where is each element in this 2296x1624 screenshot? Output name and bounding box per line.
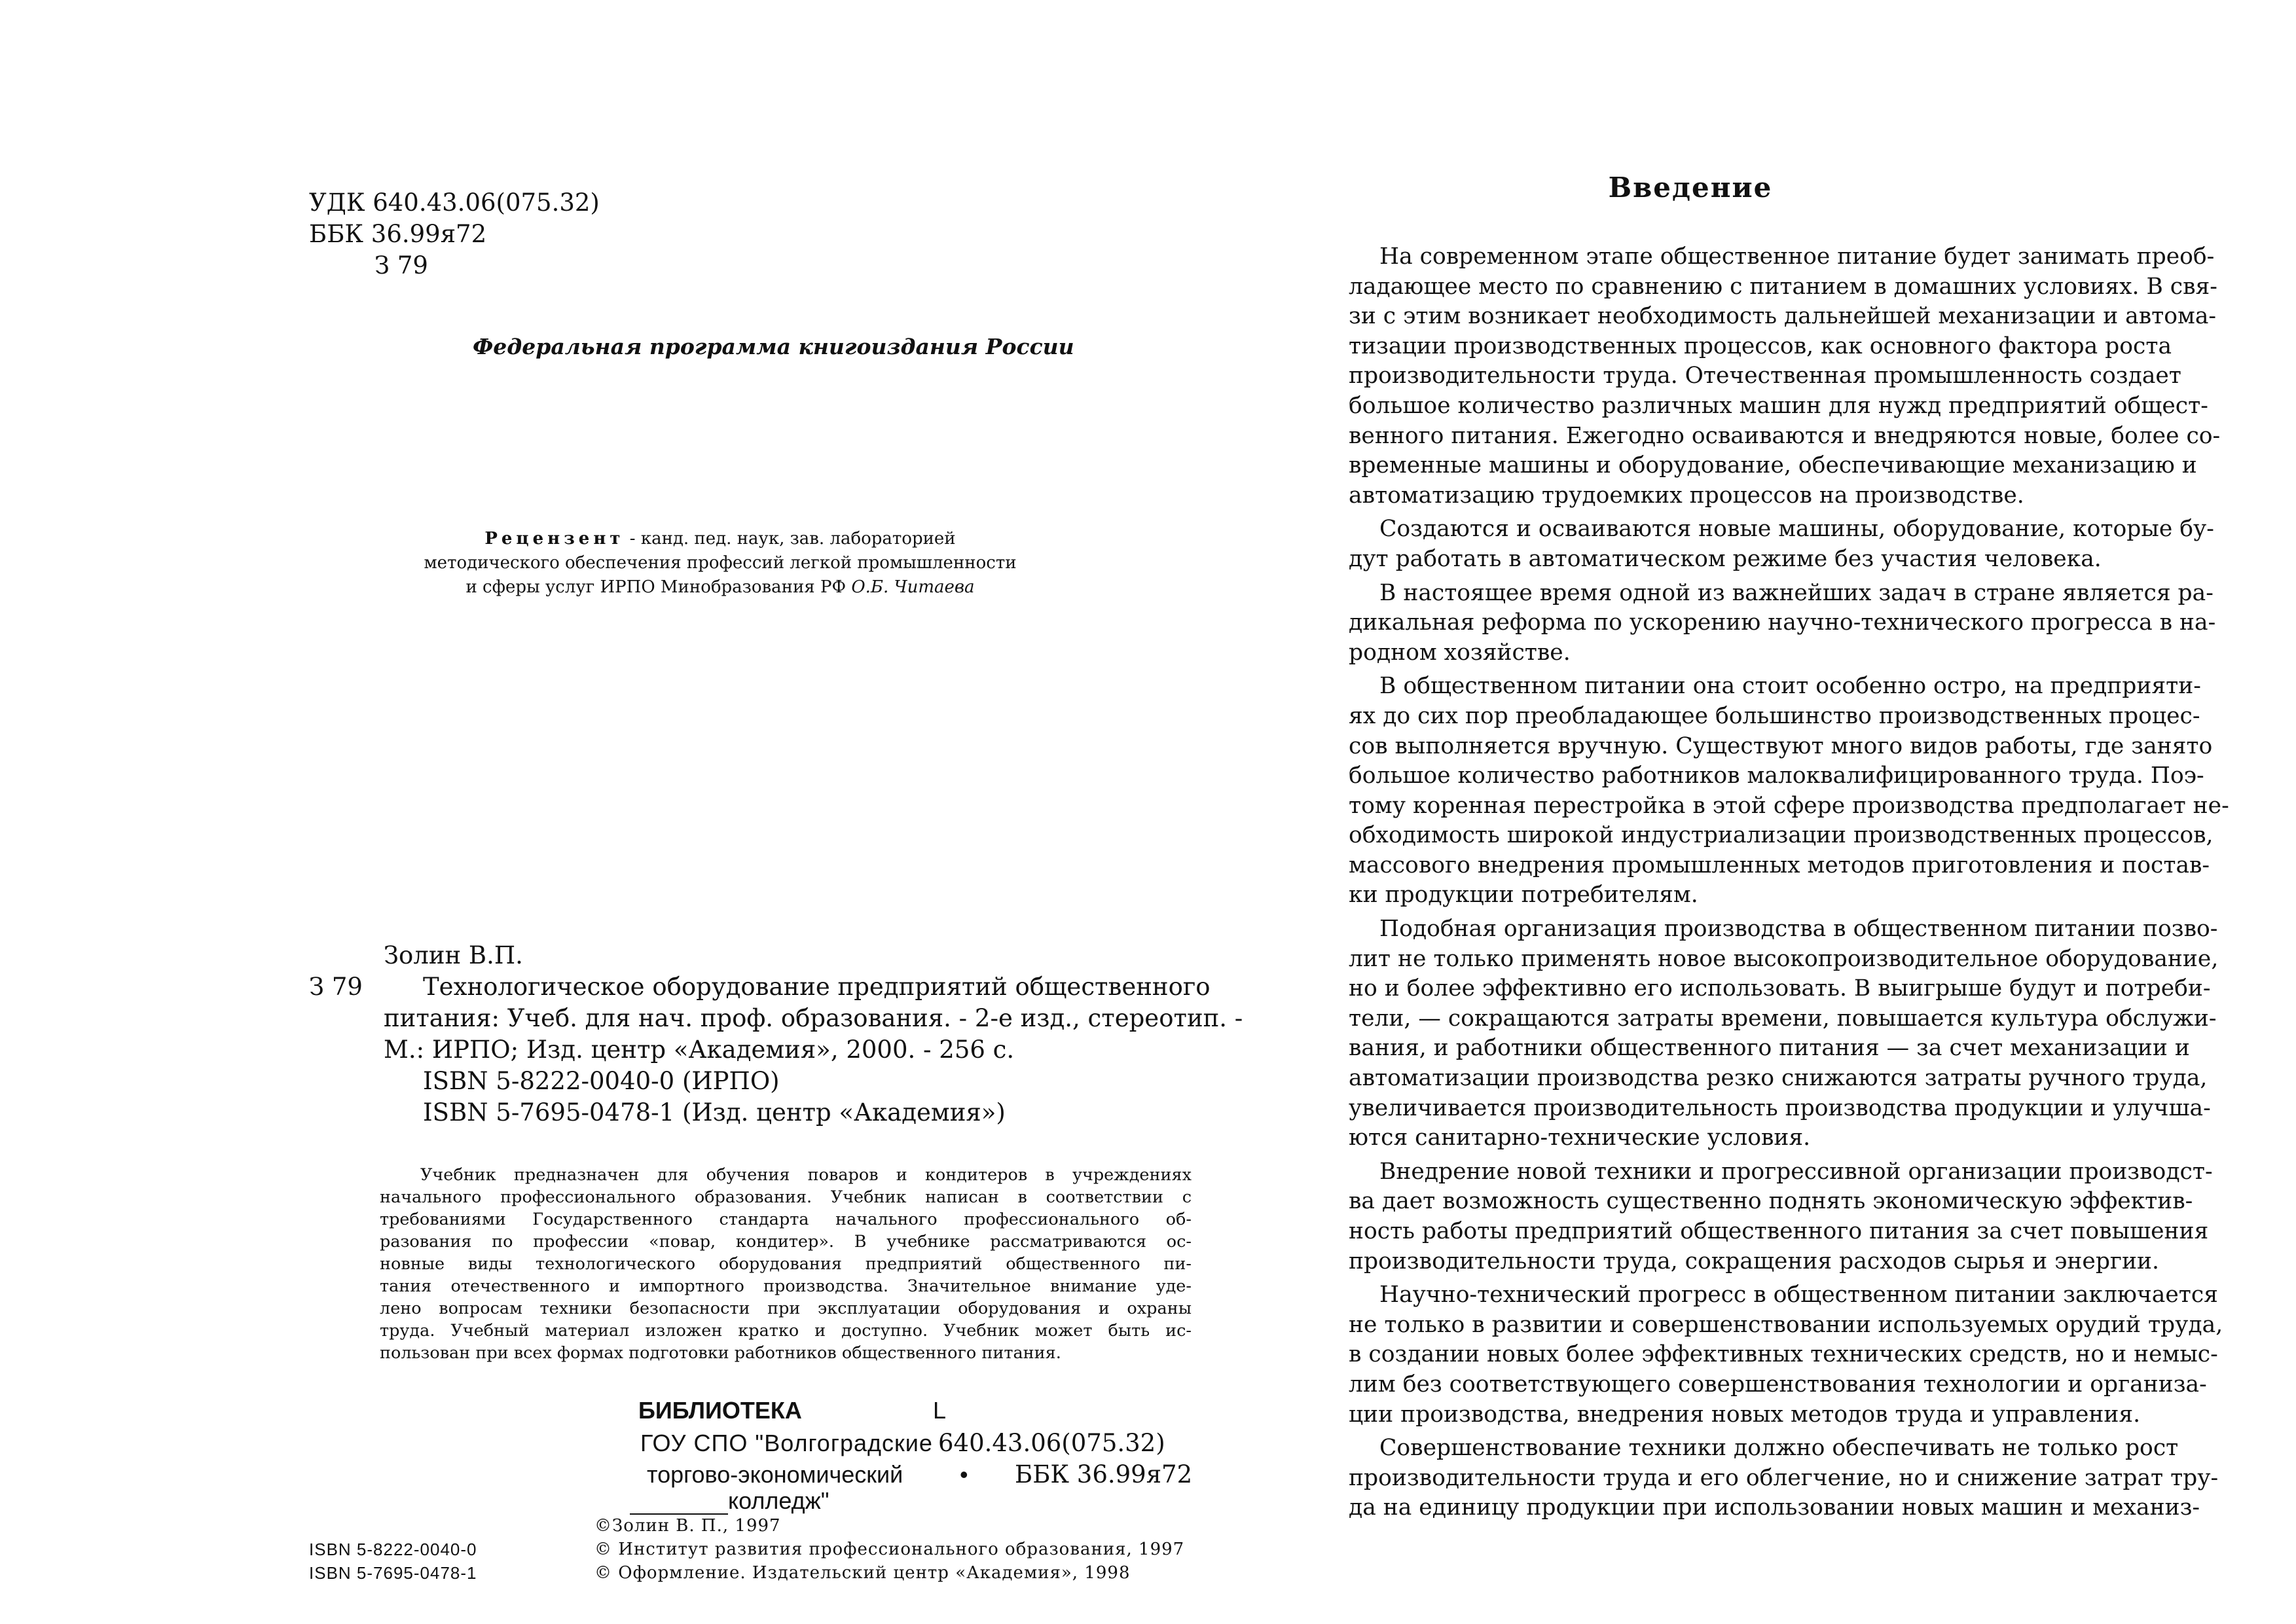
federal-program: Федеральная программа книгоиздания России (473, 334, 1074, 359)
chapter-title: Введение (1608, 171, 1773, 204)
paragraph-line: ются санитарно-технические условия. (1349, 1125, 1811, 1151)
author-code: З 79 (374, 251, 428, 280)
paragraph-line: вания, и работники общественного питания — за счет механизации и (1349, 1035, 2190, 1062)
annotation-line: новные виды технологического оборудования предприятий общественного пи- (380, 1254, 1192, 1274)
udk-index: УДК 640.43.06(075.32) (309, 189, 600, 217)
biblio-line2: питания: Учеб. для нач. проф. образования. - 2-е изд., стереотип. - (384, 1004, 1243, 1032)
bottom-bbk: ББК 36.99я72 (1015, 1460, 1193, 1489)
library-stamp-org: ГОУ СПО "Волгоградские (640, 1430, 933, 1456)
reviewer-block (393, 527, 1048, 600)
paragraph-line: Совершенствование техники должно обеспечивать не только рост (1379, 1435, 2179, 1462)
paragraph-line: массового внедрения промышленных методов приготовления и постав- (1349, 852, 2210, 878)
biblio-line1: Технологическое оборудование предприятий общественного (423, 973, 1211, 1001)
paragraph-line: ва дает возможность существенно поднять экономическую эффектив- (1349, 1188, 2193, 1215)
paragraph-line: Научно-технический прогресс в общественном питании заключается (1379, 1282, 2218, 1308)
reviewer-label: Рецензент (484, 529, 625, 549)
catalog-code: З 79 (309, 973, 363, 1001)
paragraph-line: ность работы предприятий общественного питания за счет повышения (1349, 1218, 2209, 1244)
paragraph-line: автоматизацию трудоемких процессов на производстве. (1349, 482, 2024, 509)
paragraph-line: сов выполняется вручную. Существуют много видов работы, где занято (1349, 732, 2213, 759)
introduction-text (1349, 242, 2229, 1523)
paragraph-line: На современном этапе общественное питание будет занимать преоб- (1379, 244, 2215, 270)
copyright-design: © Оформление. Издательский центр «Академия», 1998 (594, 1563, 1131, 1583)
library-stamp-mark: L (933, 1397, 947, 1424)
biblio-line3: М.: ИРПО; Изд. центр «Академия», 2000. - 256 с. (384, 1036, 1015, 1064)
author-name: Золин В.П. (384, 941, 523, 969)
paragraph-line: Подобная организация производства в общественном питании позво- (1379, 916, 2218, 943)
paragraph-line: большое количество различных машин для нужд предприятий общест- (1349, 392, 2208, 419)
paragraph-line: увеличивается производительность производства продукции и улучша- (1349, 1094, 2211, 1121)
stamp-underline (630, 1495, 728, 1515)
right-page (1148, 0, 2296, 1624)
paragraph-line: ях до сих пор преобладающее большинство производственных процес- (1349, 702, 2200, 729)
bottom-udk: 640.43.06(075.32) (938, 1429, 1165, 1457)
paragraph-line: тому коренная перестройка в этой сфере производства предполагает не- (1349, 792, 2229, 819)
isbn-left-1: ISBN 5-8222-0040-0 (309, 1540, 477, 1559)
isbn-irpo: ISBN 5-8222-0040-0 (ИРПО) (423, 1067, 780, 1095)
paragraph-line: Внедрение новой техники и прогрессивной организации производст- (1379, 1158, 2213, 1185)
copyright-author: ©Золин В. П., 1997 (594, 1516, 781, 1536)
paragraph-line: тизации производственных процессов, как основного фактора роста (1349, 333, 2172, 359)
annotation-line: труда. Учебный материал изложен кратко и доступно. Учебник может быть ис- (380, 1321, 1192, 1341)
paragraph-line: производительности труда, сокращения расходов сырья и энергии. (1349, 1248, 2159, 1274)
annotation (380, 1164, 1192, 1364)
library-stamp-college: торгово-экономический (647, 1461, 903, 1488)
reviewer-line2: методического обеспечения профессий легкой промышленности (424, 553, 1017, 573)
paragraph-line: временные машины и оборудование, обеспечивающие механизацию и (1349, 452, 2197, 479)
isbn-left-2: ISBN 5-7695-0478-1 (309, 1563, 477, 1583)
paragraph-line: дут работать в автоматическом режиме без участия человека. (1349, 545, 2102, 572)
library-stamp-college-end (630, 1487, 829, 1515)
paragraph-line: в создании новых более эффективных технических средств, но и немыс- (1349, 1341, 2218, 1368)
annotation-line: разования по профессии «повар, кондитер». В учебнике рассматриваются ос- (380, 1232, 1192, 1252)
paragraph-line: Создаются и осваиваются новые машины, оборудование, которые бу- (1379, 516, 2214, 543)
paragraph-line: обходимость широкой индустриализации производственных процессов, (1349, 822, 2214, 849)
paragraph-line: В общественном питании она стоит особенно остро, на предприяти- (1379, 673, 2201, 700)
paragraph-line: большое количество работников малоквалифицированного труда. Поэ- (1349, 763, 2204, 789)
paragraph-line: родном хозяйстве. (1349, 639, 1571, 666)
paragraph-line: производительности труда и его облегчение, но и снижение затрат тру- (1349, 1464, 2219, 1491)
paragraph-line: не только в развитии и совершенствовании используемых орудий труда, (1349, 1311, 2223, 1338)
paragraph-line: лит не только применять новое высокопроизводительное оборудование, (1349, 945, 2219, 972)
annotation-line: требованиями Государственного стандарта начального профессионального об- (380, 1210, 1192, 1229)
paragraph-line: В настоящее время одной из важнейших задач в стране является ра- (1379, 579, 2214, 606)
paragraph-line: ции производства, внедрения новых методов труда и управления. (1349, 1401, 2141, 1428)
library-stamp-title: БИБЛИОТЕКА (638, 1397, 802, 1424)
annotation-line: лено вопросам техники безопасности при эксплуатации оборудования и охраны (380, 1299, 1192, 1318)
library-stamp-dot: • (960, 1461, 968, 1488)
annotation-line: начального профессионального образования. Учебник написан в соответствии с (380, 1187, 1192, 1207)
paragraph-line: лим без соответствующего совершенствования технологии и организа- (1349, 1371, 2207, 1398)
paragraph-line: ладающее место по сравнению с питанием в домашних условиях. В свя- (1349, 273, 2217, 300)
paragraph-line: зи с этим возникает необходимость дальнейшей механизации и автома- (1349, 303, 2217, 330)
reviewer-name: О.Б. Читаева (851, 577, 975, 597)
bbk-index: ББК 36.99я72 (309, 220, 487, 248)
annotation-line: Учебник предназначен для обучения поваров и кондитеров в учреждениях (420, 1165, 1192, 1185)
paragraph-line: но и более эффективно его использовать. В выигрыше будут и потреби- (1349, 975, 2211, 1002)
reviewer-line3: и сферы услуг ИРПО Минобразования РФ (465, 577, 847, 597)
isbn-academia: ISBN 5-7695-0478-1 (Изд. центр «Академия») (423, 1098, 1006, 1127)
library-stamp-line4: колледж" (728, 1487, 829, 1514)
paragraph-line: да на единицу продукции при использовании новых машин и механиз- (1349, 1494, 2200, 1521)
paragraph-line: производительности труда. Отечественная промышленность создает (1349, 363, 2181, 389)
paragraph-line: ки продукции потребителям. (1349, 882, 1698, 909)
copyright-institute: © Институт развития профессионального образования, 1997 (594, 1540, 1185, 1559)
reviewer-line1: - канд. пед. наук, зав. лабораторией (629, 529, 956, 549)
paragraph-line: тели, — сокращаются затраты времени, повышается культура обслужи- (1349, 1005, 2217, 1032)
annotation-line: тания отечественного и импортного производства. Значительное внимание уде- (380, 1276, 1192, 1296)
paragraph-line: дикальная реформа по ускорению научно-технического прогресса в на- (1349, 609, 2216, 636)
paragraph-line: венного питания. Ежегодно осваиваются и внедряются новые, более со- (1349, 422, 2221, 449)
paragraph-line: автоматизации производства резко снижаются затраты ручного труда, (1349, 1065, 2208, 1092)
annotation-line: пользован при всех формах подготовки работников общественного питания. (380, 1343, 1061, 1363)
